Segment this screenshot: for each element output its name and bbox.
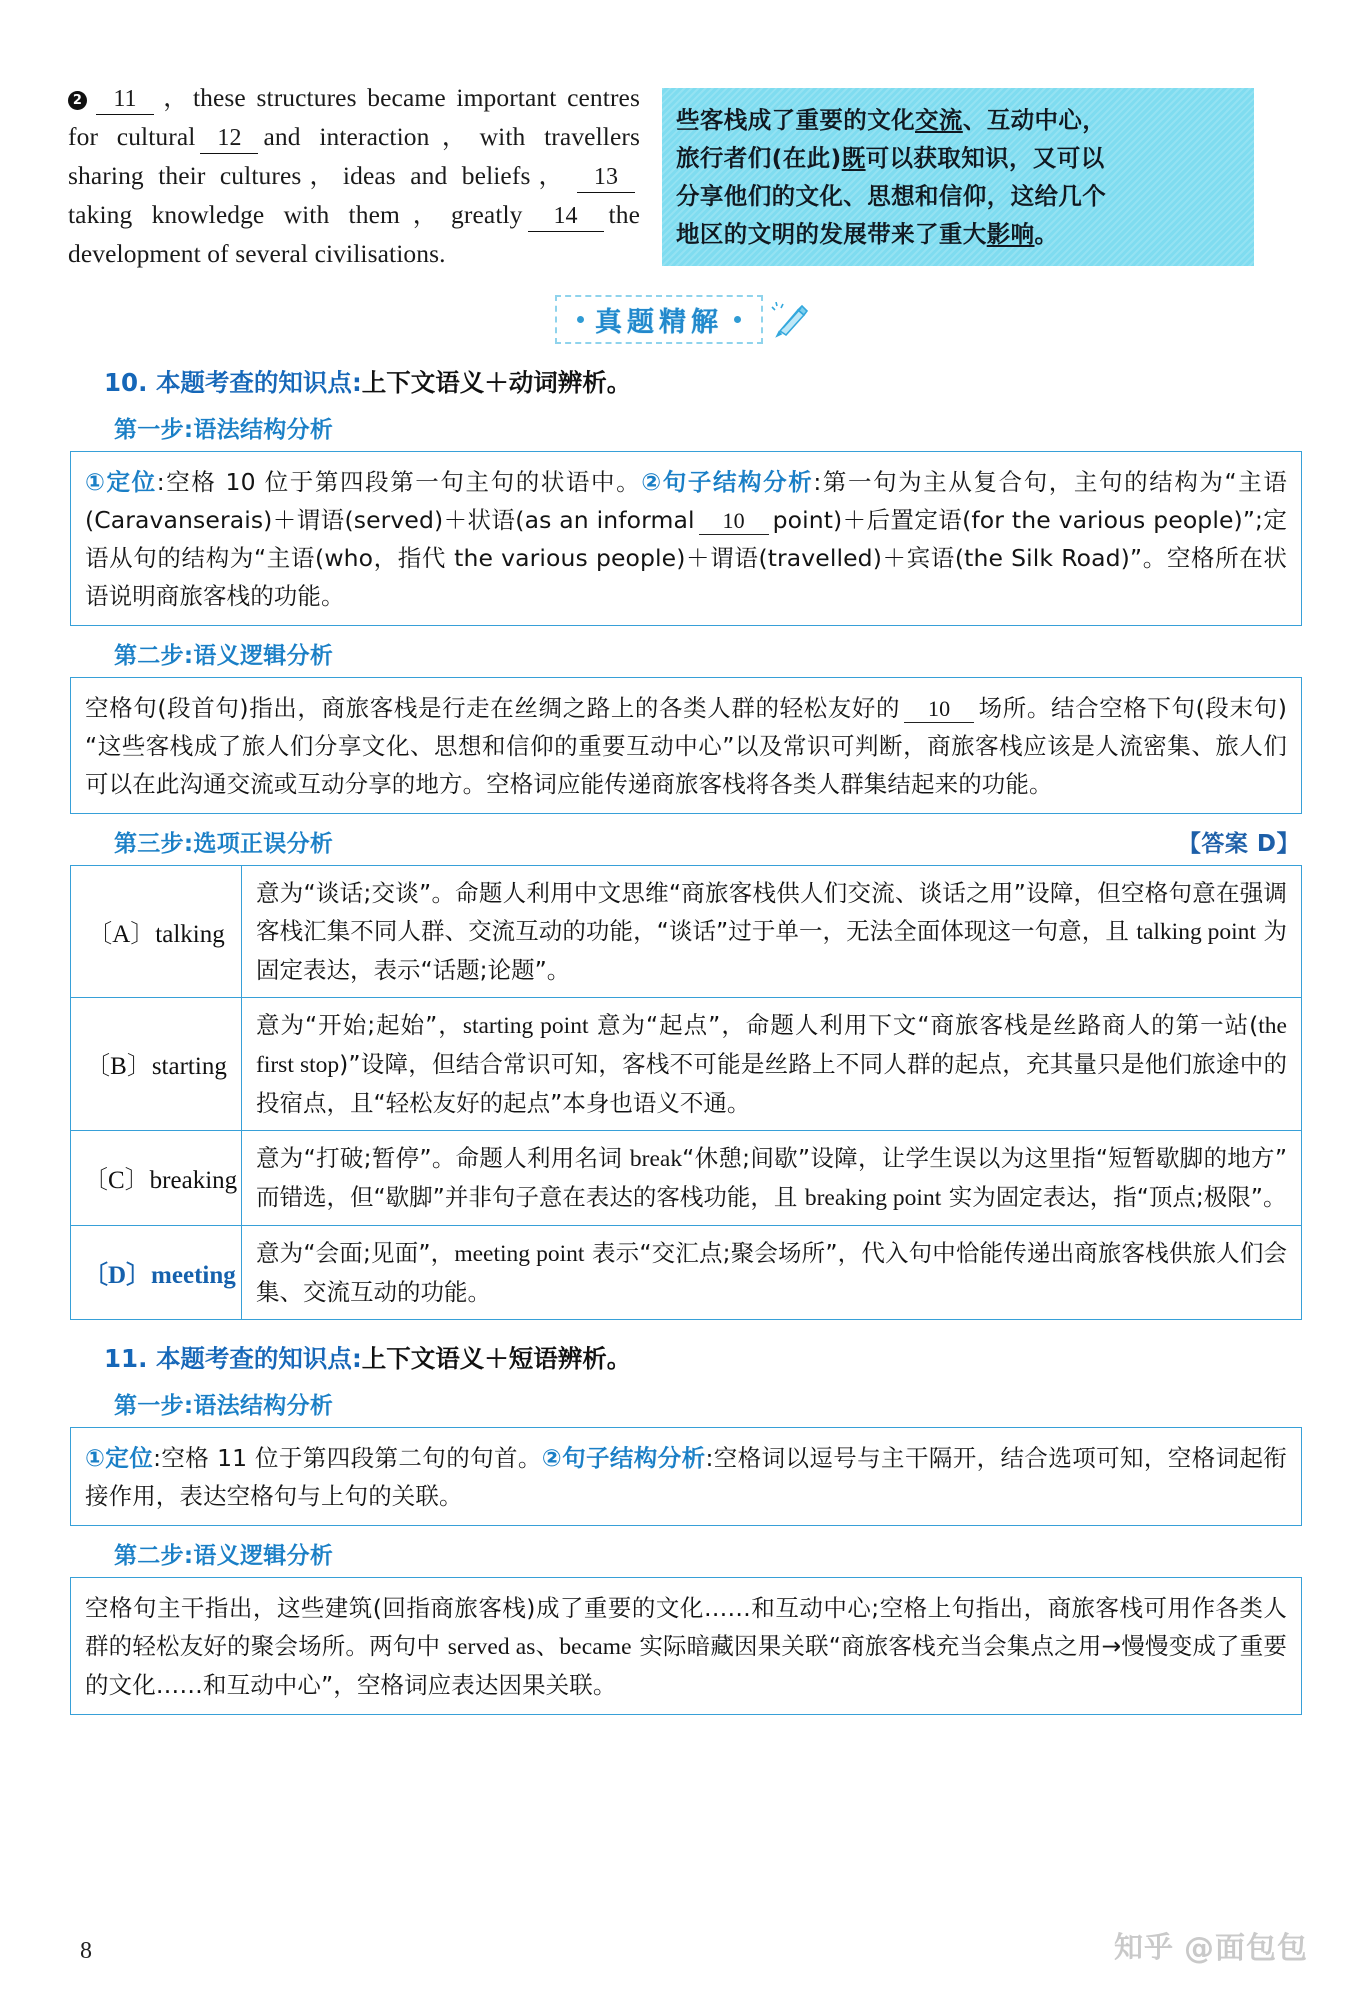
- question-10-number: 10.: [104, 368, 148, 397]
- blank-12: 12: [200, 123, 258, 154]
- q11-step-1-sep: :: [183, 1393, 194, 1419]
- q10-step-2-text: 空格句(段首句)指出，商旅客栈是行走在丝绸之路上的各类人群的轻松友好的 10 场所。结合空格下句(段末句)“这些客栈成了旅人们分享文化、思想和信仰的重要互动中心”以及常识可判断，商旅客栈应该是人流密集、旅人们可以在此沟通交流或互动分享的地方。空格词应能传递商旅客栈将各类人群集结起来的功能。: [85, 694, 1287, 798]
- table-row[interactable]: [71, 1131, 1302, 1226]
- blank-14: 14: [528, 201, 604, 232]
- option-d-analysis: 意为“会面;见面”，meeting point 表示“交汇点;聚会场所”，代入句中恰能传递出商旅客栈供旅人们会集、交流互动的功能。: [242, 1226, 1302, 1320]
- q10-step-1-sep: :: [183, 417, 194, 443]
- option-b-analysis: 意为“开始;起始”，starting point 意为“起点”，命题人利用下文“商旅客栈是丝路商人的第一站(the first stop)”设障，但结合常识可知，客栈不可能是丝路上不同人群的起点，充其量只是他们旅途中的投宿点，且“轻松友好的起点”本身也语义不通。: [242, 998, 1302, 1131]
- q10-step-1-text: ①定位:空格 10 位于第四段第一句主句的状语中。②句子结构分析:第一句为主从复合句，主句的结构为“主语(Caravanserais)＋谓语(served)＋状语(as an informal 10 point)＋后置定语(for the various people)”;定语从句的结构为“主语(who，指代 the various people)＋谓语(travelled)＋宾语(the Silk Road)”。空格所在状语说明商旅客栈的功能。: [85, 468, 1287, 610]
- page-footer: [0, 1903, 1366, 1993]
- passage-paragraph: [68, 78, 640, 273]
- watermark-site: 知乎: [1113, 1929, 1174, 1964]
- table-row[interactable]: [71, 866, 1302, 998]
- table-row[interactable]: [71, 998, 1302, 1131]
- translation-underline-yingxiang: 影响: [986, 220, 1035, 248]
- q11-step-2-text: 空格句主干指出，这些建筑(回指商旅客栈)成了重要的文化……和互动中心;空格上句指出，商旅客栈可用作各类人群的轻松友好的聚会场所。两句中 served as、became 实际暗藏因果关联“商旅客栈充当会集点之用→慢慢变成了重要的文化……和互动中心”，空格词应表达因果关联。: [85, 1594, 1288, 1699]
- passage-section: [0, 0, 1366, 273]
- banner-label: 真题精解: [595, 307, 723, 338]
- section-banner: [0, 295, 1366, 344]
- translation-underline-ji: 既: [841, 144, 866, 172]
- option-b-key: 〔B〕starting: [71, 998, 242, 1131]
- q10-step-3-subtitle: 选项正误分析: [193, 831, 334, 857]
- watermark-handle: @面包包: [1184, 1931, 1308, 1966]
- question-11-head-value: 上下文语义＋短语辨析。: [361, 1344, 632, 1373]
- q11-step-1-title: 第一步: [114, 1393, 184, 1419]
- page-number: 8: [80, 1938, 92, 1964]
- q11-step-1-heading: [114, 1387, 1302, 1420]
- q10-step-1-title: 第一步: [114, 417, 184, 443]
- answer-badge: 【答案 D】: [1177, 831, 1300, 857]
- q11-step-2-title: 第二步: [114, 1543, 184, 1569]
- watermark: [1114, 1923, 1308, 1967]
- q10-step-1-heading: [114, 411, 1302, 444]
- table-row[interactable]: [71, 1226, 1302, 1320]
- banner-dot-left-icon: [577, 316, 584, 323]
- translation-line-2: 旅行者们(在此)既可以获取知识，又可以: [676, 144, 1105, 172]
- q10-step-2-sep: :: [183, 643, 194, 669]
- translation-line-4: 地区的文明的发展带来了重大影响。: [676, 220, 1059, 248]
- q10-step-2-subtitle: 语义逻辑分析: [193, 643, 334, 669]
- q11-step-2-box: [70, 1577, 1302, 1715]
- passage-text-4: the development of several civilisations.: [68, 200, 640, 268]
- translation-line-3: 分享他们的文化、思想和信仰，这给几个: [676, 182, 1107, 210]
- option-c-key: 〔C〕breaking: [71, 1131, 242, 1226]
- option-a-analysis: 意为“谈话;交谈”。命题人利用中文思维“商旅客栈供人们交流、谈话之用”设障，但空格句意在强调客栈汇集不同人群、交流互动的功能，“谈话”过于单一，无法全面体现这一句意，且 talking point 为固定表达，表示“话题;论题”。: [242, 866, 1302, 998]
- paragraph-bullet-number: 2: [68, 91, 87, 110]
- q10-step-2-title: 第二步: [114, 643, 184, 669]
- option-c-analysis: 意为“打破;暂停”。命题人利用名词 break“休憩;间歇”设障，让学生误以为这里指“短暂歇脚的地方”而错选，但“歇脚”并非句子意在表达的客栈功能，且 breaking point 实为固定表达，指“顶点;极限”。: [242, 1131, 1302, 1226]
- q10-step-2-box: [70, 677, 1302, 814]
- question-10-head-value: 上下文语义＋动词辨析。: [361, 368, 632, 397]
- question-11-number: 11.: [104, 1344, 148, 1373]
- q10-step-3-heading-row: [70, 825, 1302, 858]
- q11-step-1-subtitle: 语法结构分析: [193, 1393, 334, 1419]
- translation-line-1: 些客栈成了重要的文化交流、互动中心，: [676, 106, 1107, 134]
- pen-icon: [771, 302, 811, 338]
- banner-frame: [555, 295, 763, 344]
- q10-step-3-title: 第三步: [114, 831, 184, 857]
- option-a-key: 〔A〕talking: [71, 866, 242, 998]
- q11-step-2-sep: :: [183, 1543, 194, 1569]
- chinese-translation-box: [662, 88, 1254, 266]
- q11-step-2-subtitle: 语义逻辑分析: [193, 1543, 334, 1569]
- q11-step-1-text: ①定位:空格 11 位于第四段第二句的句首。②句子结构分析:空格词以逗号与主干隔开，结合选项可知，空格词起衔接作用，表达空格句与上句的关联。: [85, 1444, 1287, 1510]
- q10-step-2-heading: [114, 637, 1302, 670]
- question-10-head-label: 本题考查的知识点: [155, 368, 352, 397]
- q11-step-2-heading: [114, 1537, 1302, 1570]
- passage-text-3: taking knowledge with them，greatly: [68, 200, 523, 229]
- question-11-heading: [104, 1342, 1302, 1376]
- option-d-key: 〔D〕meeting: [71, 1226, 242, 1320]
- q11-step-1-box: [70, 1427, 1302, 1526]
- passage-text-1: ，these structures became important centres for cultural: [68, 83, 640, 151]
- banner-dot-right-icon: [734, 316, 741, 323]
- q10-step-3-heading: [114, 825, 333, 858]
- q10-step-1-box: [70, 451, 1302, 626]
- english-passage: [68, 78, 640, 273]
- options-table: [70, 865, 1302, 1320]
- explanation-content: [0, 366, 1366, 1715]
- q10-step-3-sep: :: [183, 831, 194, 857]
- question-10-heading: [104, 366, 1302, 400]
- blank-11: 11: [96, 84, 154, 115]
- question-11-head-label: 本题考查的知识点: [155, 1344, 352, 1373]
- question-10-head-colon: :: [351, 368, 362, 397]
- passage-text-2: and interaction，with travellers sharing their cultures，ideas and beliefs，: [68, 122, 640, 190]
- q10-step-1-subtitle: 语法结构分析: [193, 417, 334, 443]
- translation-underline-jiaoliu: 交流: [915, 106, 963, 134]
- blank-13: 13: [577, 162, 635, 193]
- question-11-head-colon: :: [351, 1344, 362, 1373]
